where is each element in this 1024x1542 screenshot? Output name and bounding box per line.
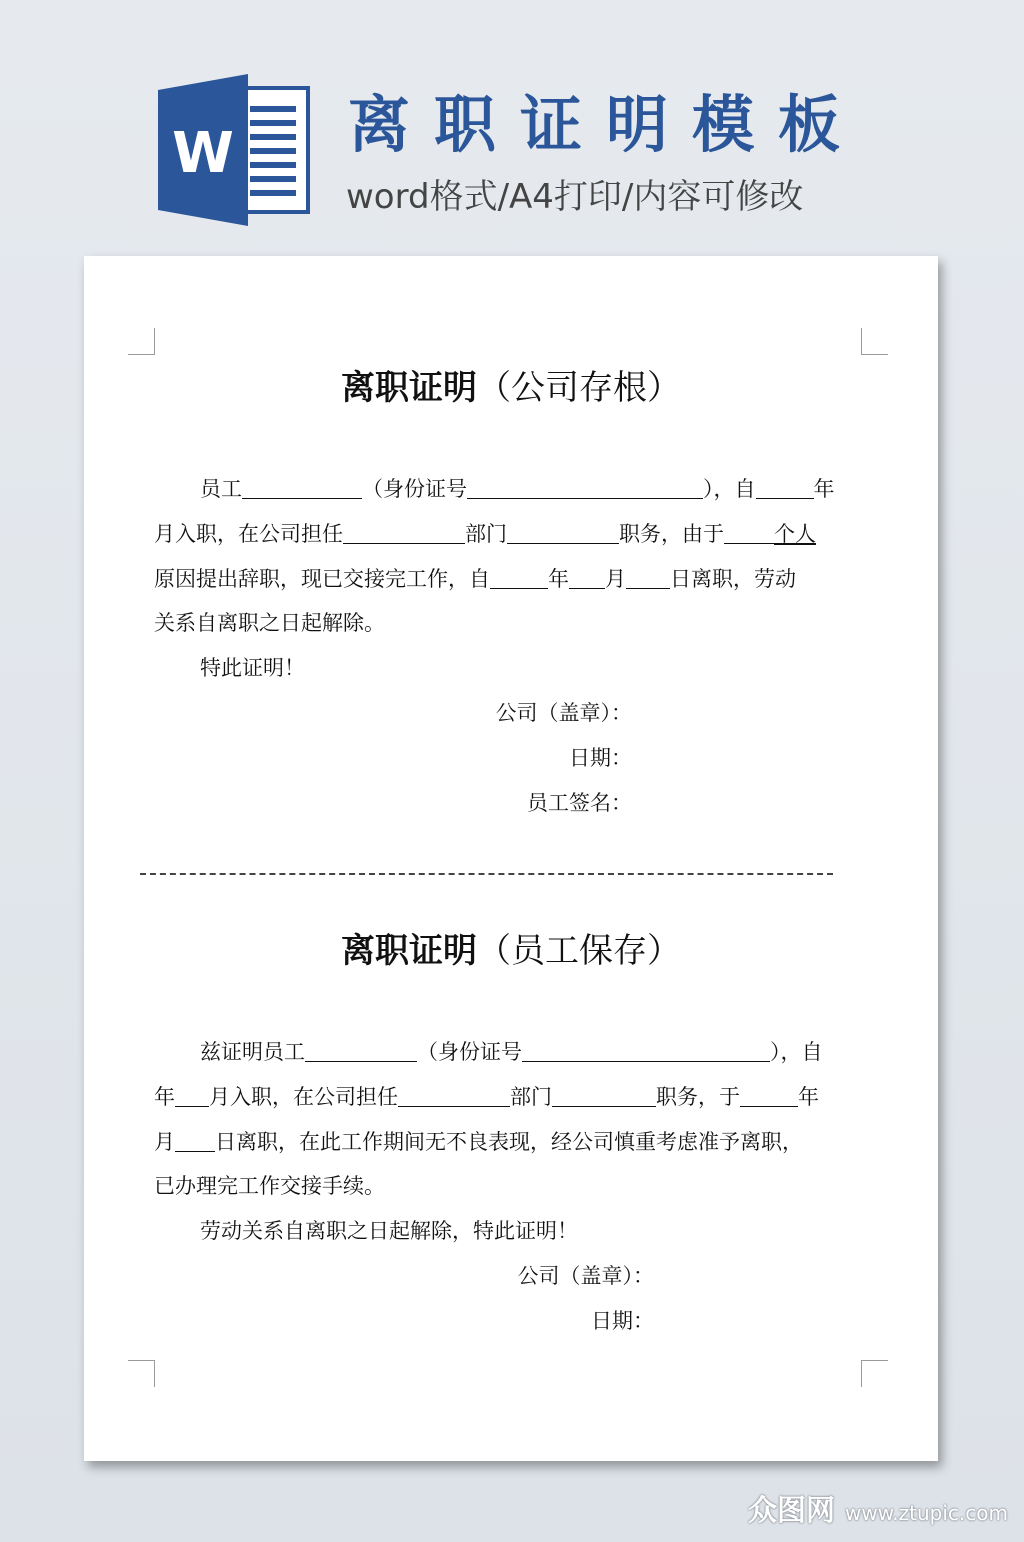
blank-field[interactable] — [242, 478, 362, 499]
cut-line-divider — [140, 873, 833, 875]
blank-field[interactable] — [305, 1041, 417, 1062]
watermark-url: www.ztupic.com — [845, 1501, 1008, 1525]
blank-field[interactable] — [740, 1086, 798, 1107]
crop-mark-top-right — [861, 328, 888, 355]
blank-field[interactable] — [626, 568, 670, 589]
watermark — [748, 1493, 1008, 1527]
section1-line-4: 关系自离职之日起解除。 — [154, 611, 385, 635]
text: 部门 — [510, 1085, 552, 1109]
text: 日离职，在此工作期间无不良表现，经公司慎重考虑准予离职， — [215, 1130, 803, 1154]
blank-field[interactable] — [343, 523, 465, 544]
text: （身份证号 — [362, 477, 467, 501]
crop-mark-bottom-right — [861, 1360, 888, 1387]
blank-field[interactable] — [569, 568, 605, 589]
text: 月 — [605, 567, 626, 591]
blank-field[interactable] — [490, 568, 548, 589]
text: 兹证明员工 — [200, 1040, 305, 1064]
page-title: 离职证明模板 — [348, 88, 865, 161]
section1-title-main: 离职证明 — [341, 368, 477, 408]
blank-field[interactable] — [756, 478, 814, 499]
text: 原因提出辞职，现已交接完工作，自 — [154, 567, 490, 591]
section2-title-paren: （员工保存） — [477, 931, 681, 971]
text: 部门 — [465, 522, 507, 546]
blank-field[interactable] — [522, 1041, 770, 1062]
section2-title-main: 离职证明 — [341, 931, 477, 971]
text: 年 — [798, 1085, 819, 1109]
section2-line-1 — [200, 1041, 823, 1063]
blank-field[interactable] — [507, 523, 619, 544]
section2-line-5: 劳动关系自离职之日起解除，特此证明！ — [200, 1219, 578, 1243]
blank-field[interactable] — [724, 523, 774, 544]
blank-field[interactable] — [175, 1086, 209, 1107]
watermark-logo: 众图网 — [748, 1493, 836, 1527]
crop-mark-top-left — [128, 328, 155, 355]
text: ），自 — [770, 1040, 823, 1064]
page-subtitle: word格式/A4打印/内容可修改 — [346, 177, 804, 217]
section1-title — [84, 368, 938, 408]
blank-field[interactable] — [552, 1086, 656, 1107]
section1-line-2 — [154, 523, 816, 545]
text: 职务，由于 — [619, 522, 724, 546]
text: 月入职，在公司担任 — [154, 522, 343, 546]
section1-sign-date: 日期： — [569, 746, 632, 770]
text: 月入职，在公司担任 — [209, 1085, 398, 1109]
document-page — [84, 256, 938, 1461]
text: 个人 — [774, 522, 816, 546]
section1-sign-employee: 员工签名： — [527, 791, 632, 815]
text: 年 — [548, 567, 569, 591]
section1-title-paren: （公司存根） — [477, 368, 681, 408]
word-logo-letter: W — [172, 121, 234, 186]
section2-line-2 — [154, 1086, 819, 1108]
blank-field[interactable] — [175, 1131, 215, 1152]
text: 员工 — [200, 477, 242, 501]
text: 月 — [154, 1130, 175, 1154]
section2-title — [84, 931, 938, 971]
section2-line-3 — [154, 1131, 803, 1153]
section1-line-3 — [154, 568, 796, 590]
crop-mark-bottom-left — [128, 1360, 155, 1387]
section1-line-5: 特此证明！ — [200, 656, 305, 680]
word-icon — [158, 74, 310, 226]
text: 职务，于 — [656, 1085, 740, 1109]
section1-sign-company: 公司（盖章）： — [495, 701, 632, 725]
blank-field[interactable] — [467, 478, 703, 499]
text: （身份证号 — [417, 1040, 522, 1064]
text: 年 — [154, 1085, 175, 1109]
text: 年 — [813, 477, 835, 501]
text: 日离职，劳动 — [670, 567, 796, 591]
section1-line-1 — [200, 478, 835, 500]
section2-sign-date: 日期： — [591, 1309, 654, 1333]
blank-field[interactable] — [398, 1086, 510, 1107]
section2-line-4: 已办理完工作交接手续。 — [154, 1174, 385, 1198]
section2-sign-company: 公司（盖章）： — [517, 1264, 654, 1288]
text: ），自 — [703, 477, 756, 501]
